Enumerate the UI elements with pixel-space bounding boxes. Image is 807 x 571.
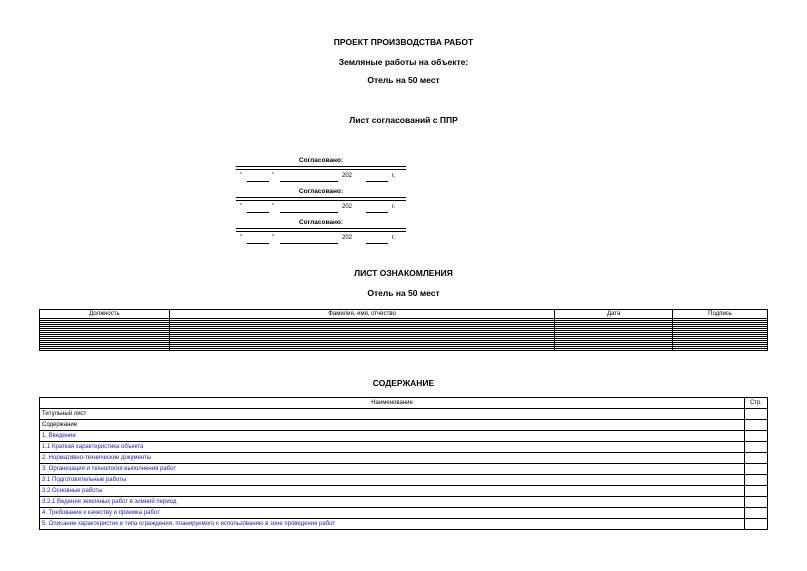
signature-label: Согласовано: <box>298 188 344 195</box>
table-row[interactable] <box>40 497 768 508</box>
contents-link[interactable]: 3.2.1 Ведение земляных работ в зимний период <box>40 497 745 508</box>
page-title: ПРОЕКТ ПРОИЗВОДСТВА РАБОТ <box>333 37 474 47</box>
contents-link[interactable]: 2. Нормативно-технические документы <box>40 453 745 464</box>
table-row[interactable] <box>40 464 768 475</box>
column-header: Подпись <box>673 310 768 319</box>
page-subtitle: Земляные работы на объекте: <box>338 57 469 67</box>
contents-page <box>745 486 768 497</box>
contents-link[interactable]: 1. Введение <box>40 431 745 442</box>
contents-rows <box>40 409 768 530</box>
table-row[interactable] <box>40 431 768 442</box>
signature-block-3 <box>236 218 406 246</box>
signature-date-line: " " 202 г. <box>236 170 406 184</box>
column-header: Дата <box>555 310 673 319</box>
contents-page <box>745 453 768 464</box>
signature-block-1 <box>236 156 406 184</box>
signature-label: Согласовано: <box>298 157 344 164</box>
table-row <box>40 420 768 431</box>
contents-link[interactable]: 5. Описание характеристик и типа ограждения, планируемого к использованию в зоне проведения работ <box>40 519 745 530</box>
signature-block-2 <box>236 187 406 215</box>
contents-link[interactable]: 3.2 Основные работы <box>40 486 745 497</box>
table-row <box>40 349 768 351</box>
table-row[interactable] <box>40 442 768 453</box>
signature-label: Согласовано: <box>298 219 344 226</box>
acquaintance-table <box>39 309 768 351</box>
column-header: Должность <box>40 310 170 319</box>
contents-link[interactable]: 1.1 Краткая характеристика объекта <box>40 442 745 453</box>
acquaintance-title: ЛИСТ ОЗНАКОМЛЕНИЯ <box>354 268 453 278</box>
table-row[interactable] <box>40 475 768 486</box>
contents-page <box>745 519 768 530</box>
table-row[interactable] <box>40 453 768 464</box>
approval-title: Лист согласований с ППР <box>349 115 458 125</box>
contents-link[interactable]: 3. Организация и технология выполнения работ <box>40 464 745 475</box>
contents-link[interactable]: 3.1 Подготовительные работы <box>40 475 745 486</box>
table-row <box>40 409 768 420</box>
contents-page <box>745 464 768 475</box>
contents-page <box>745 497 768 508</box>
acquaintance-object: Отель на 50 мест <box>367 288 440 298</box>
column-header: Фамилия, имя, отчество <box>169 310 554 319</box>
contents-page <box>745 420 768 431</box>
contents-page <box>745 508 768 519</box>
contents-page <box>745 475 768 486</box>
table-header-row <box>40 398 768 409</box>
table-header-row <box>40 310 768 319</box>
column-header: Стр. <box>745 398 768 409</box>
contents-page <box>745 409 768 420</box>
table-row[interactable] <box>40 508 768 519</box>
acquaintance-rows <box>40 319 768 351</box>
object-name: Отель на 50 мест <box>367 75 440 85</box>
table-row[interactable] <box>40 486 768 497</box>
contents-page <box>745 442 768 453</box>
column-header: Наименование <box>40 398 745 409</box>
signature-date-line: " " 202 г. <box>236 201 406 215</box>
table-row[interactable] <box>40 519 768 530</box>
contents-item: Содержание <box>40 420 745 431</box>
contents-page <box>745 431 768 442</box>
contents-table <box>39 397 768 530</box>
contents-link[interactable]: 4. Требования к качеству и приемка работ <box>40 508 745 519</box>
contents-item: Титульный лист <box>40 409 745 420</box>
contents-title: СОДЕРЖАНИЕ <box>372 378 435 388</box>
signature-date-line: " " 202 г. <box>236 232 406 246</box>
